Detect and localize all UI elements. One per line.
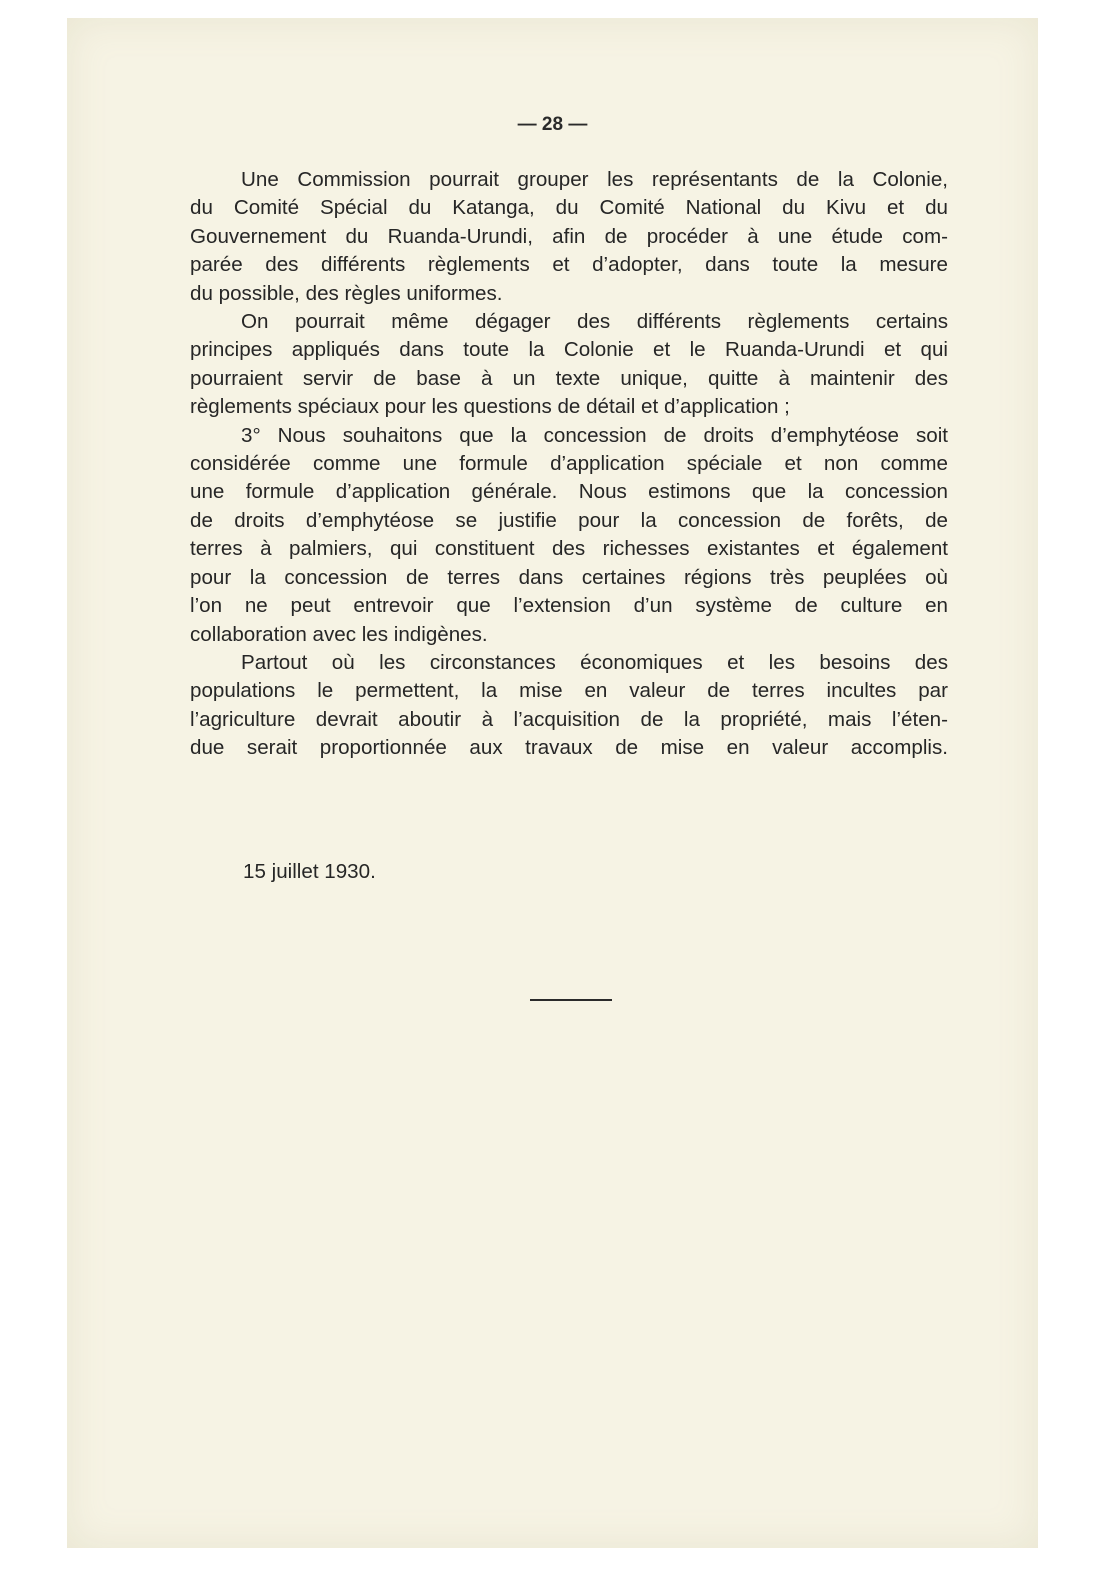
text-line: terres à palmiers, qui constituent des richesses existantes et également bbox=[190, 537, 948, 561]
closing-rule bbox=[530, 999, 612, 1001]
text-line: due serait proportionnée aux travaux de mise en valeur accomplis. bbox=[190, 736, 948, 760]
text-line: du Comité Spécial du Katanga, du Comité National du Kivu et du bbox=[190, 196, 948, 220]
text-line: l’agriculture devrait aboutir à l’acquisition de la propriété, mais l’éten- bbox=[190, 707, 948, 731]
text-line: Gouvernement du Ruanda-Urundi, afin de procéder à une étude com- bbox=[190, 224, 948, 248]
text-line: Une Commission pourrait grouper les représentants de la Colonie, bbox=[241, 168, 948, 191]
text-line: une formule d’application générale. Nous estimons que la concession bbox=[190, 480, 948, 504]
text-line: considérée comme une formule d’application spéciale et non comme bbox=[190, 452, 948, 476]
text-line: parée des différents règlements et d’adopter, dans toute la mesure bbox=[190, 253, 948, 277]
text-line: populations le permettent, la mise en valeur de terres incultes par bbox=[190, 679, 948, 703]
text-line: pour la concession de terres dans certaines régions très peuplées où bbox=[190, 565, 948, 589]
text-line: de droits d’emphytéose se justifie pour la concession de forêts, de bbox=[190, 508, 948, 532]
text-line: 3° Nous souhaitons que la concession de droits d’emphytéose soit bbox=[241, 423, 948, 447]
text-line: pourraient servir de base à un texte unique, quitte à maintenir des bbox=[190, 366, 948, 390]
text-line: Partout où les circonstances économiques et les besoins des bbox=[241, 650, 948, 674]
text-line: On pourrait même dégager des différents règlements certains bbox=[241, 310, 948, 334]
document-page bbox=[67, 18, 1038, 1548]
text-line: règlements spéciaux pour les questions de détail et d’application ; bbox=[190, 395, 790, 419]
text-line: l’on ne peut entrevoir que l’extension d’un système de culture en bbox=[190, 594, 948, 618]
document-date: 15 juillet 1930. bbox=[243, 860, 376, 883]
text-line: collaboration avec les indigènes. bbox=[190, 622, 488, 646]
text-line: du possible, des règles uniformes. bbox=[190, 281, 503, 305]
text-line: principes appliqués dans toute la Colonie et le Ruanda-Urundi et qui bbox=[190, 338, 948, 362]
body-text bbox=[190, 166, 948, 763]
page-number: — 28 — bbox=[517, 114, 588, 135]
